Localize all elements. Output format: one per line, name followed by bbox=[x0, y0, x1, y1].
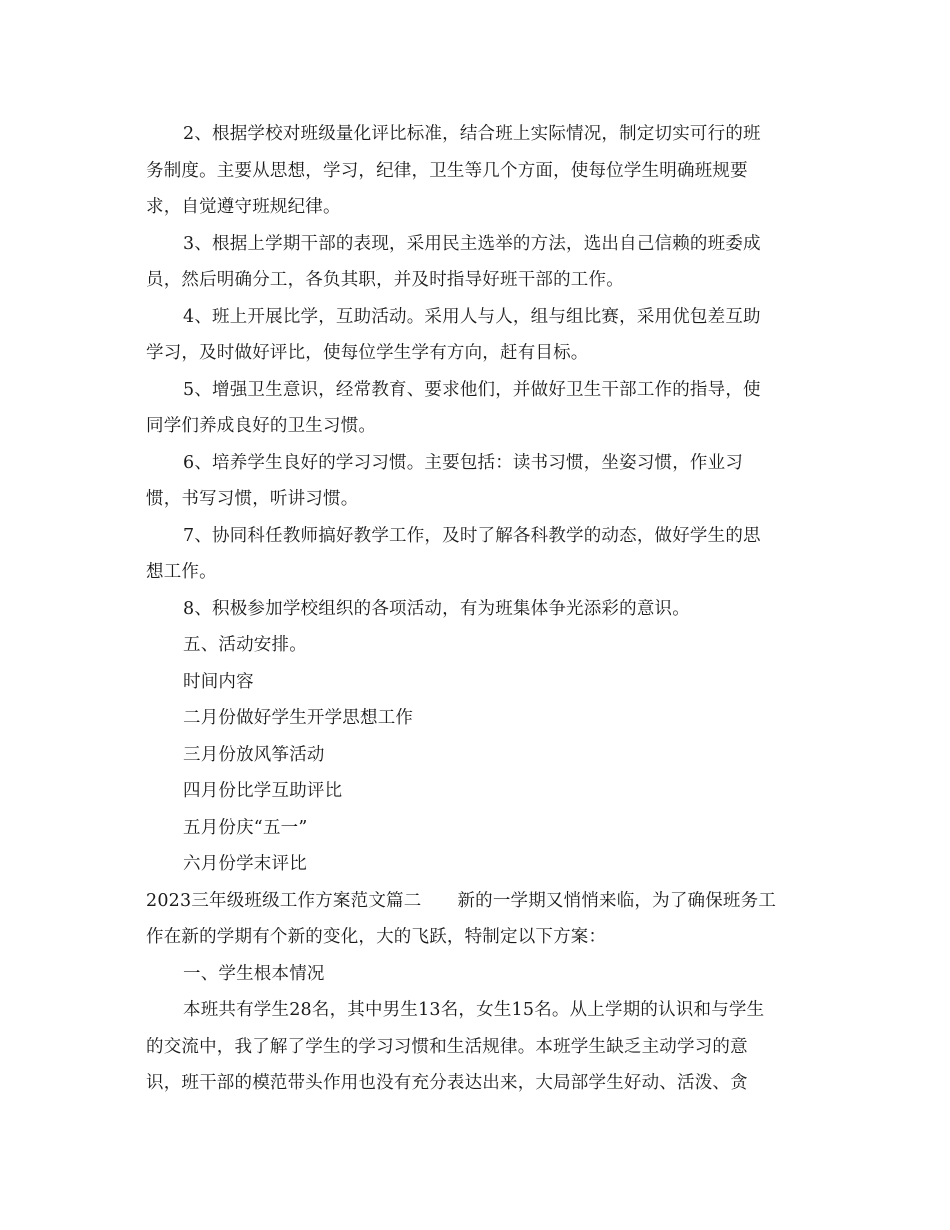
text-line: 5、增强卫生意识，经常教育、要求他们，并做好卫生干部工作的指导，使 bbox=[183, 379, 761, 400]
text-line: 本班共有学生28名，其中男生13名，女生15名。从上学期的认识和与学生 bbox=[183, 1000, 765, 1020]
text-line: 4、班上开展比学，互助活动。采用人与人，组与组比赛，采用优包差互助 bbox=[183, 306, 761, 327]
text-line: 求，自觉遵守班规纪律。 bbox=[146, 197, 341, 217]
text-line: 的交流中，我了解了学生的学习习惯和生活规律。本班学生缺乏主动学习的意 bbox=[146, 1036, 748, 1057]
text-line: 学习，及时做好评比，使每位学生学有方向，赶有目标。 bbox=[146, 343, 589, 363]
text-line: 2、根据学校对班级量化评比标准，结合班上实际情况，制定切实可行的班 bbox=[183, 124, 761, 144]
text-line: 同学们养成良好的卫生习惯。 bbox=[146, 416, 377, 436]
text-line: 时间内容 bbox=[183, 671, 254, 692]
text-line: 6、培养学生良好的学习习惯。主要包括：读书习惯，坐姿习惯，作业习 bbox=[183, 452, 744, 473]
text-line: 五月份庆“五一” bbox=[183, 817, 308, 838]
text-line: 二月份做好学生开学思想工作 bbox=[183, 708, 414, 728]
text-line: 想工作。 bbox=[146, 562, 217, 582]
document-body-part-2 bbox=[146, 919, 806, 1102]
text-line: 惯，书写习惯，听讲习惯。 bbox=[146, 489, 359, 509]
section-heading-line bbox=[146, 883, 806, 920]
text-line: 8、积极参加学校组织的各项活动，有为班集体争光添彩的意识。 bbox=[183, 598, 690, 619]
text-line: 六月份学末评比 bbox=[183, 854, 307, 874]
document-page bbox=[146, 116, 806, 1102]
section-title: 2023三年级班级工作方案范文篇二 bbox=[146, 890, 422, 911]
text-line: 四月份比学互助评比 bbox=[183, 781, 343, 801]
text-line: 五、活动安排。 bbox=[183, 635, 307, 655]
section-intro-text: 新的一学期又悄悄来临，为了确保班务工 bbox=[457, 890, 777, 911]
text-line: 员，然后明确分工，各负其职，并及时指导好班干部的工作。 bbox=[146, 270, 624, 290]
text-line: 一、学生根本情况 bbox=[183, 963, 325, 984]
text-line: 7、协同科任教师搞好教学工作，及时了解各科教学的动态，做好学生的思 bbox=[183, 525, 761, 546]
text-line: 识，班干部的模范带头作用也没有充分表达出来，大局部学生好动、活泼、贪 bbox=[146, 1073, 748, 1093]
text-line: 务制度。主要从思想，学习，纪律，卫生等几个方面，使每位学生明确班规要 bbox=[146, 160, 748, 181]
document-body-part-1 bbox=[146, 116, 806, 883]
text-line: 三月份放风筝活动 bbox=[183, 744, 325, 765]
text-line: 作在新的学期有个新的变化，大的飞跃，特制定以下方案： bbox=[146, 927, 607, 947]
text-line: 3、根据上学期干部的表现，采用民主选举的方法，选出自己信赖的班委成 bbox=[183, 233, 761, 254]
